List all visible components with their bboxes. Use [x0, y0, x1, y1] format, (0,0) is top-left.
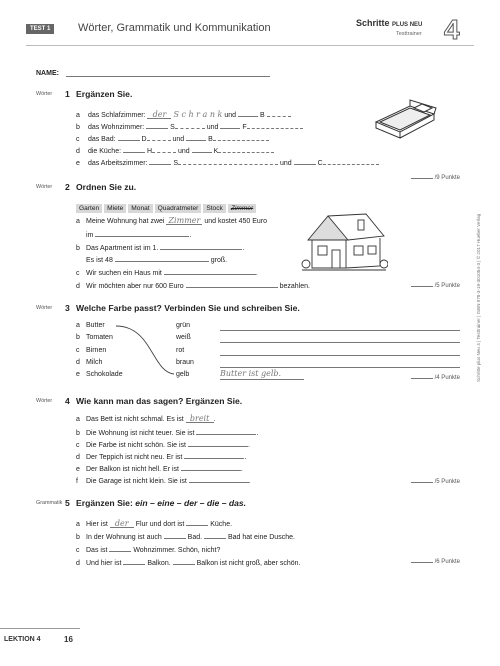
s2-points: /5 Punkte — [411, 280, 460, 289]
s3-points: /4 Punkte — [411, 372, 460, 381]
word-tag: Quadratmeter — [155, 204, 202, 213]
s1b-word2[interactable] — [247, 120, 303, 129]
s3-color-gruen: grün — [176, 322, 191, 329]
s2-title: Ordnen Sie zu. — [76, 182, 137, 192]
s2d-answer[interactable] — [186, 279, 278, 288]
s5d-answer2[interactable] — [173, 556, 195, 565]
s1e-article2[interactable] — [294, 156, 316, 165]
s2-row-b: b Das Apartment ist im 1. . — [76, 241, 244, 252]
brand-subtitle: Testtrainer — [396, 31, 422, 37]
s2-points-field[interactable] — [411, 280, 433, 287]
page-number: 16 — [64, 635, 73, 644]
s1-row-b: b das Wohnzimmer: S und F — [76, 120, 303, 131]
s1-row-a: a das Schlafzimmer: der S c h r a n k und B — [76, 108, 291, 119]
s5a-answer[interactable]: der — [110, 519, 134, 528]
s3-answer-c[interactable] — [220, 347, 460, 356]
s1e-word2[interactable] — [323, 156, 379, 165]
s5a-answer2[interactable] — [186, 517, 208, 526]
copyright-note: Schritte plus Neu 4 | Testtrainer | ISBN 978-3-19-301084-3 | © 2017 Hueber Verlag — [476, 213, 481, 382]
s1e-word[interactable] — [178, 156, 278, 165]
s3-color-weiss: weiß — [176, 334, 191, 341]
s5-row-c: c Das ist Wohnzimmer. Schön, nicht? — [76, 543, 220, 554]
s1-category: Wörter — [36, 91, 53, 97]
s5d-answer[interactable] — [123, 556, 145, 565]
s3-points-field[interactable] — [411, 372, 433, 379]
s5-number: 5 — [65, 498, 70, 508]
s1b-word[interactable] — [175, 120, 205, 129]
s1e-article[interactable] — [149, 156, 171, 165]
s4f-answer[interactable] — [189, 474, 249, 483]
s4-row-c: c Die Farbe ist nicht schön. Sie ist . — [76, 438, 250, 449]
s1d-article[interactable] — [123, 144, 145, 153]
s2c-answer[interactable] — [164, 266, 256, 275]
s3-category: Wörter — [36, 305, 53, 311]
s5-title: Ergänzen Sie: ein – eine – der – die – das. — [76, 498, 247, 508]
header — [26, 14, 474, 45]
s4-category: Wörter — [36, 398, 53, 404]
s3-left-c: c Birnen — [76, 347, 107, 354]
s3-answer-a[interactable] — [220, 322, 460, 331]
s4-title: Wie kann man das sagen? Ergänzen Sie. — [76, 396, 243, 406]
s5b-answer[interactable] — [164, 530, 186, 539]
s5b-answer2[interactable] — [204, 530, 226, 539]
word-tag: Stock — [203, 204, 226, 213]
test-badge: TEST 1 — [26, 24, 54, 34]
s4-points: /5 Punkte — [411, 476, 460, 485]
s3-left-e: e Schokolade — [76, 371, 123, 378]
bed-illustration — [370, 92, 440, 140]
s1-row-e: e das Arbeitszimmer: S und C — [76, 156, 379, 167]
s5-row-b: b In der Wohnung ist auch Bad. Bad hat eine Dusche. — [76, 530, 295, 541]
s1-row-d: d die Küche: H und K — [76, 144, 274, 155]
s4-row-b: b Die Wohnung ist nicht teuer. Sie ist . — [76, 426, 258, 437]
footer-rule — [0, 628, 80, 629]
word-tag: Monat — [128, 204, 152, 213]
s5-row-a: a Hier ist der Flur und dort ist Küche. — [76, 519, 233, 528]
s3-left-a: a Butter — [76, 322, 105, 329]
name-field[interactable] — [66, 68, 270, 77]
s2-row-a2: im . — [86, 228, 191, 239]
s1d-word[interactable] — [152, 144, 176, 153]
brand-number: 4 — [444, 14, 460, 45]
s3-answer-b[interactable] — [220, 334, 460, 343]
s3-color-braun: braun — [176, 359, 194, 366]
s5-points-field[interactable] — [411, 556, 433, 563]
word-tag-used: Zimmer — [228, 204, 256, 213]
s2a-answer[interactable]: Zimmer — [166, 216, 202, 225]
s3-color-rot: rot — [176, 347, 185, 354]
s4-number: 4 — [65, 396, 70, 406]
brand-logo — [356, 18, 422, 28]
s2a-answer2[interactable] — [95, 228, 189, 237]
name-label: NAME: — [36, 70, 59, 77]
s1-points: /9 Punkte — [411, 172, 460, 181]
s4b-answer[interactable] — [196, 426, 256, 435]
header-rule — [26, 45, 474, 46]
s5-points: /6 Punkte — [411, 556, 460, 565]
s3-title: Welche Farbe passt? Verbinden Sie und schreiben Sie. — [76, 303, 300, 313]
s3-color-gelb: gelb — [176, 371, 190, 378]
s1-title: Ergänzen Sie. — [76, 89, 133, 99]
word-tag: Miete — [104, 204, 126, 213]
s4-row-a: a Das Bett ist nicht schmal. Es ist breit . — [76, 414, 216, 423]
s1d-word2[interactable] — [218, 144, 274, 153]
connection-line — [112, 322, 176, 378]
s1b-article2[interactable] — [220, 120, 240, 129]
s3-left-b: b Tomaten — [76, 334, 113, 341]
s2-number: 2 — [65, 182, 70, 192]
s2b-answer[interactable] — [160, 241, 242, 250]
s4c-answer[interactable] — [188, 438, 248, 447]
s4-row-e: e Der Balkon ist nicht hell. Er ist . — [76, 462, 243, 473]
s5c-answer[interactable] — [109, 543, 131, 552]
s1-points-field[interactable] — [411, 172, 433, 179]
s2b-answer2[interactable] — [115, 253, 209, 262]
s2-category: Wörter — [36, 184, 53, 190]
brand-name: Schritte — [356, 18, 390, 28]
s1c-article2[interactable] — [186, 132, 206, 141]
s3-number: 3 — [65, 303, 70, 313]
s4d-answer[interactable] — [184, 450, 244, 459]
s2-row-b2: Es ist 48 groß. — [86, 253, 227, 264]
s1d-article2[interactable] — [192, 144, 212, 153]
s3-answer-d[interactable] — [220, 359, 460, 368]
s4-row-f: f Die Garage ist nicht klein. Sie ist . — [76, 474, 251, 485]
s1c-word2[interactable] — [213, 132, 269, 141]
s5-category: Grammatik — [36, 500, 63, 506]
s1a-article[interactable]: der — [147, 110, 171, 119]
s1b-article[interactable] — [146, 120, 168, 129]
s1-row-c: c das Bad: D und B — [76, 132, 269, 143]
s2-row-d: d Wir möchten aber nur 600 Euro bezahlen. — [76, 279, 310, 290]
s2-row-a: a Meine Wohnung hat zwei Zimmer und kostet 450 Euro — [76, 216, 268, 225]
s1c-word[interactable] — [147, 132, 171, 141]
s4a-answer[interactable]: breit — [186, 414, 214, 423]
house-illustration — [300, 206, 388, 276]
s4e-answer[interactable] — [181, 462, 241, 471]
page-title: Wörter, Grammatik und Kommunikation — [78, 22, 271, 34]
s4-row-d: d Der Teppich ist nicht neu. Er ist . — [76, 450, 246, 461]
s1-number: 1 — [65, 89, 70, 99]
s2-row-c: c Wir suchen ein Haus mit . — [76, 266, 258, 277]
s1a-article2[interactable] — [238, 108, 258, 117]
s2-word-box — [76, 197, 258, 215]
brand-suffix: PLUS NEU — [392, 22, 423, 28]
s1a-word[interactable]: S c h r a n k — [173, 110, 223, 119]
word-tag: Garten — [76, 204, 102, 213]
s1c-article[interactable] — [118, 132, 140, 141]
s3-example-answer[interactable]: Butter ist gelb. — [220, 369, 304, 380]
s1a-word2[interactable] — [267, 108, 291, 117]
s5-row-d: d Und hier ist Balkon. Balkon ist nicht groß, aber schön. — [76, 556, 300, 567]
lesson-label: LEKTION 4 — [4, 636, 41, 643]
s4-points-field[interactable] — [411, 476, 433, 483]
s3-left-d: d Milch — [76, 359, 103, 366]
